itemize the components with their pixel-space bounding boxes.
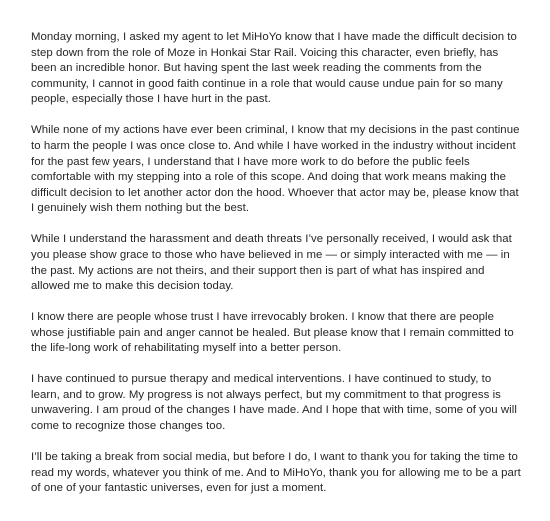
paragraph-1: Monday morning, I asked my agent to let MiHoYo know that I have made the difficult decision to step down from the role of Moze in Honkai Star Rail. Voicing this character, even briefly, has been an incredible honor. But having spent the last week reading the comments from the community, I cannot in good faith continue in a role that would cause undue pain for so many people, especially those I have hurt in the past. <box>31 31 517 106</box>
paragraph-3: While I understand the harassment and death threats I’ve personally received, I would ask that you please show grace to those who have believed in me — or simply interacted with me — in the past. My actions are not theirs, and their support then is part of what has inspired and allowed me to make this decision today. <box>31 233 512 293</box>
paragraph-5: I have continued to pursue therapy and medical interventions. I have continued to study, to learn, and to grow. My progress is not always perfect, but my commitment to that progress is unwavering. I am proud of the changes I have made. And I hope that with time, some of you will come to recognize those changes too. <box>31 373 517 433</box>
paragraph-4: I know there are people whose trust I have irrevocably broken. I know that there are people whose justifiable pain and anger cannot be healed. But please know that I remain committed to the life-long work of rehabilitating myself into a better person. <box>31 311 514 355</box>
paragraph-2: While none of my actions have ever been criminal, I know that my decisions in the past continue to harm the people I was once close to. And while I have worked in the industry without incident for the past few years, I understand that I have more work to do before the public feels comfortable with my stepping into a role of this scope. And doing that work means making the difficult decision to let another actor don the hood. Whoever that actor may be, please know that I genuinely wish them nothing but the best. <box>31 124 520 215</box>
paragraph-6: I’ll be taking a break from social media, but before I do, I want to thank you for taking the time to read my words, whatever you think of me. And to MiHoYo, thank you for allowing me to be a part of one of your fantastic universes, even for just a moment. <box>31 451 521 495</box>
statement-text <box>31 30 523 497</box>
